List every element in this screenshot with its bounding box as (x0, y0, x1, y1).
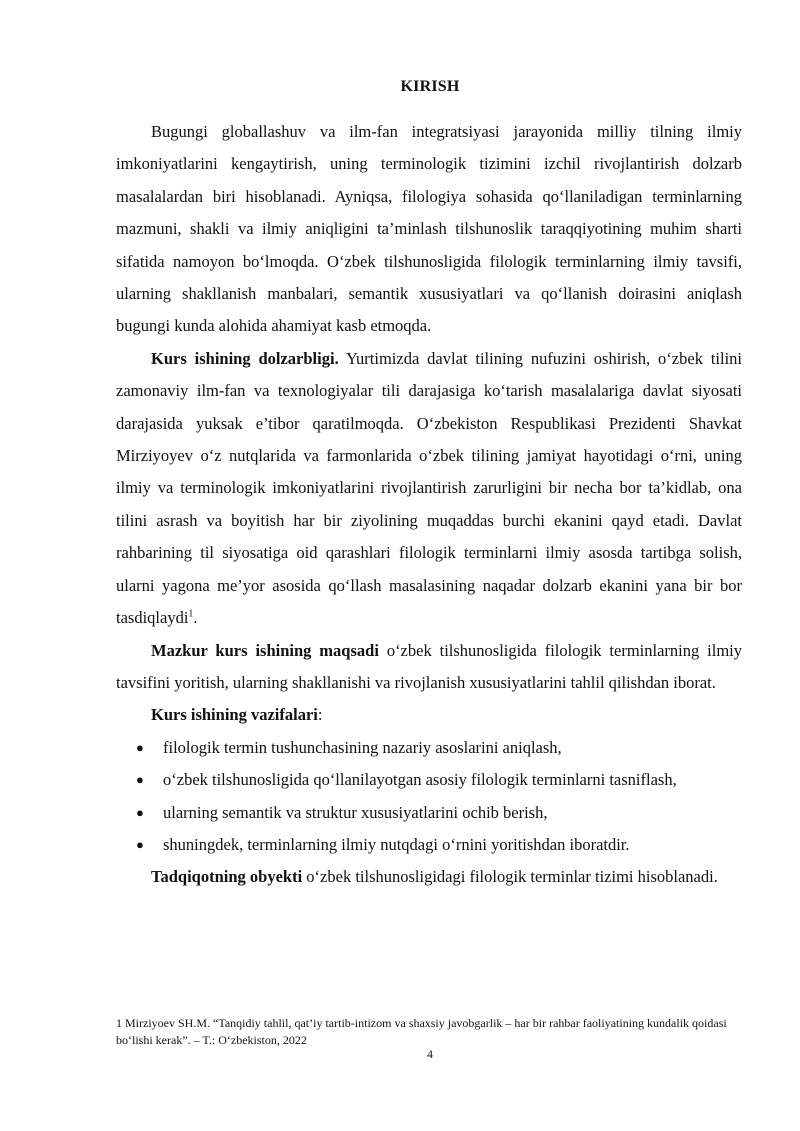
body-text (116, 116, 742, 894)
goal-label: Mazkur kurs ishining maqsadi (151, 640, 379, 660)
page-number: 4 (427, 1047, 433, 1061)
bullet-icon: ● (136, 739, 144, 755)
footnote-reference[interactable]: 1 (188, 608, 194, 620)
object-label: Tadqiqotning obyekti (151, 867, 303, 887)
task-text: o‘zbek tilshunosligida qo‘llanilayotgan asosiy filologik terminlarni tasniflash, (163, 770, 677, 790)
relevance-label: Kurs ishining dolzarbligi. (151, 348, 339, 368)
list-item (136, 829, 742, 861)
list-item (136, 732, 742, 764)
goal-text: o‘zbek tilshunosligida filologik terminlarning ilmiy tavsifini yoritish, ularning shakllanishi va rivojlanish xususiyatlarini tahlil qilishdan iborat. (116, 640, 742, 692)
task-text: filologik termin tushunchasining nazariy asoslarini aniqlash, (163, 737, 562, 757)
tasks-list (116, 732, 742, 862)
bullet-icon: ● (136, 836, 144, 852)
task-text: shuningdek, terminlarning ilmiy nutqdagi o‘rnini yoritishdan iboratdir. (163, 834, 630, 854)
section-heading: KIRISH (400, 78, 460, 95)
object-text: o‘zbek tilshunosligidagi filologik terminlar tizimi hisoblanadi. (302, 867, 718, 887)
relevance-text: Yurtimizda davlat tilining nufuzini oshirish, o‘zbek tilini zamonaviy ilm-fan va texnologiyalar tili darajasiga ko‘tarish masalalariga davlat siyosati darajasida yuksak e’tibor qaratilmoqda. O‘zbekiston Respublikasi Prezidenti Shavkat Mirziyoyev o‘z nutqlarida va farmonlarida o‘zbek tilining jamiyat hayotidagi o‘rni, uning ilmiy va terminologik imkoniyatlarini rivojlantirish zarurligini bir necha bor ta’kidlab, ona tilini asrash va boyitish har bir ziyolining muqaddas burchi ekanini qayd etadi. Davlat rahbarining til siyosatiga oid qarashlari filologik terminlarni ilmiy asosda tartibga solish, ularni yagona me’yor asosida qo‘llash masalasining naqadar dolzarb ekanini yana bir bor tasdiqlaydi (116, 348, 743, 628)
footnote (116, 1015, 736, 1048)
task-text: ularning semantik va struktur xususiyatlarini ochib berish, (163, 802, 548, 822)
intro-paragraph: Bugungi globallashuv va ilm-fan integratsiyasi jarayonida milliy tilning ilmiy imkoniyatlarini kengaytirish, uning terminologik tizimini izchil rivojlantirish dolzarb masalalardan biri hisoblanadi. Ayniqsa, filologiya sohasida qo‘llaniladigan terminlarning mazmuni, shakli va ilmiy aniqligini ta’minlash tilshunoslik taraqqiyotining muhim sharti sifatida namoyon bo‘lmoqda. O‘zbek tilshunosligida filologik terminlarning ilmiy tavsifi, ularning shakllanish manbalari, semantik xususiyatlari va qo‘llanish doirasini aniqlash bugungi kunda alohida ahamiyat kasb etmoqda. (116, 122, 742, 336)
goal-paragraph (116, 635, 742, 700)
relevance-end: . (193, 608, 198, 628)
object-paragraph (116, 861, 742, 893)
list-item (136, 764, 742, 796)
footnote-number: 1 (116, 1016, 122, 1030)
tasks-heading (116, 699, 742, 731)
bullet-icon: ● (136, 804, 144, 820)
footnote-text: Mirziyoev SH.M. “Tanqidiy tahlil, qat’iy tartib-intizom va shaxsiy javobgarlik – har bir rahbar faoliyatining kundalik qoidasi bo‘lishi kerak”. – T.: O‘zbekiston, 2022 (116, 1016, 727, 1047)
tasks-colon: : (317, 705, 323, 725)
tasks-label: Kurs ishining vazifalari (151, 705, 318, 725)
bullet-icon: ● (136, 772, 144, 788)
relevance-paragraph (116, 343, 742, 635)
list-item (136, 797, 742, 829)
